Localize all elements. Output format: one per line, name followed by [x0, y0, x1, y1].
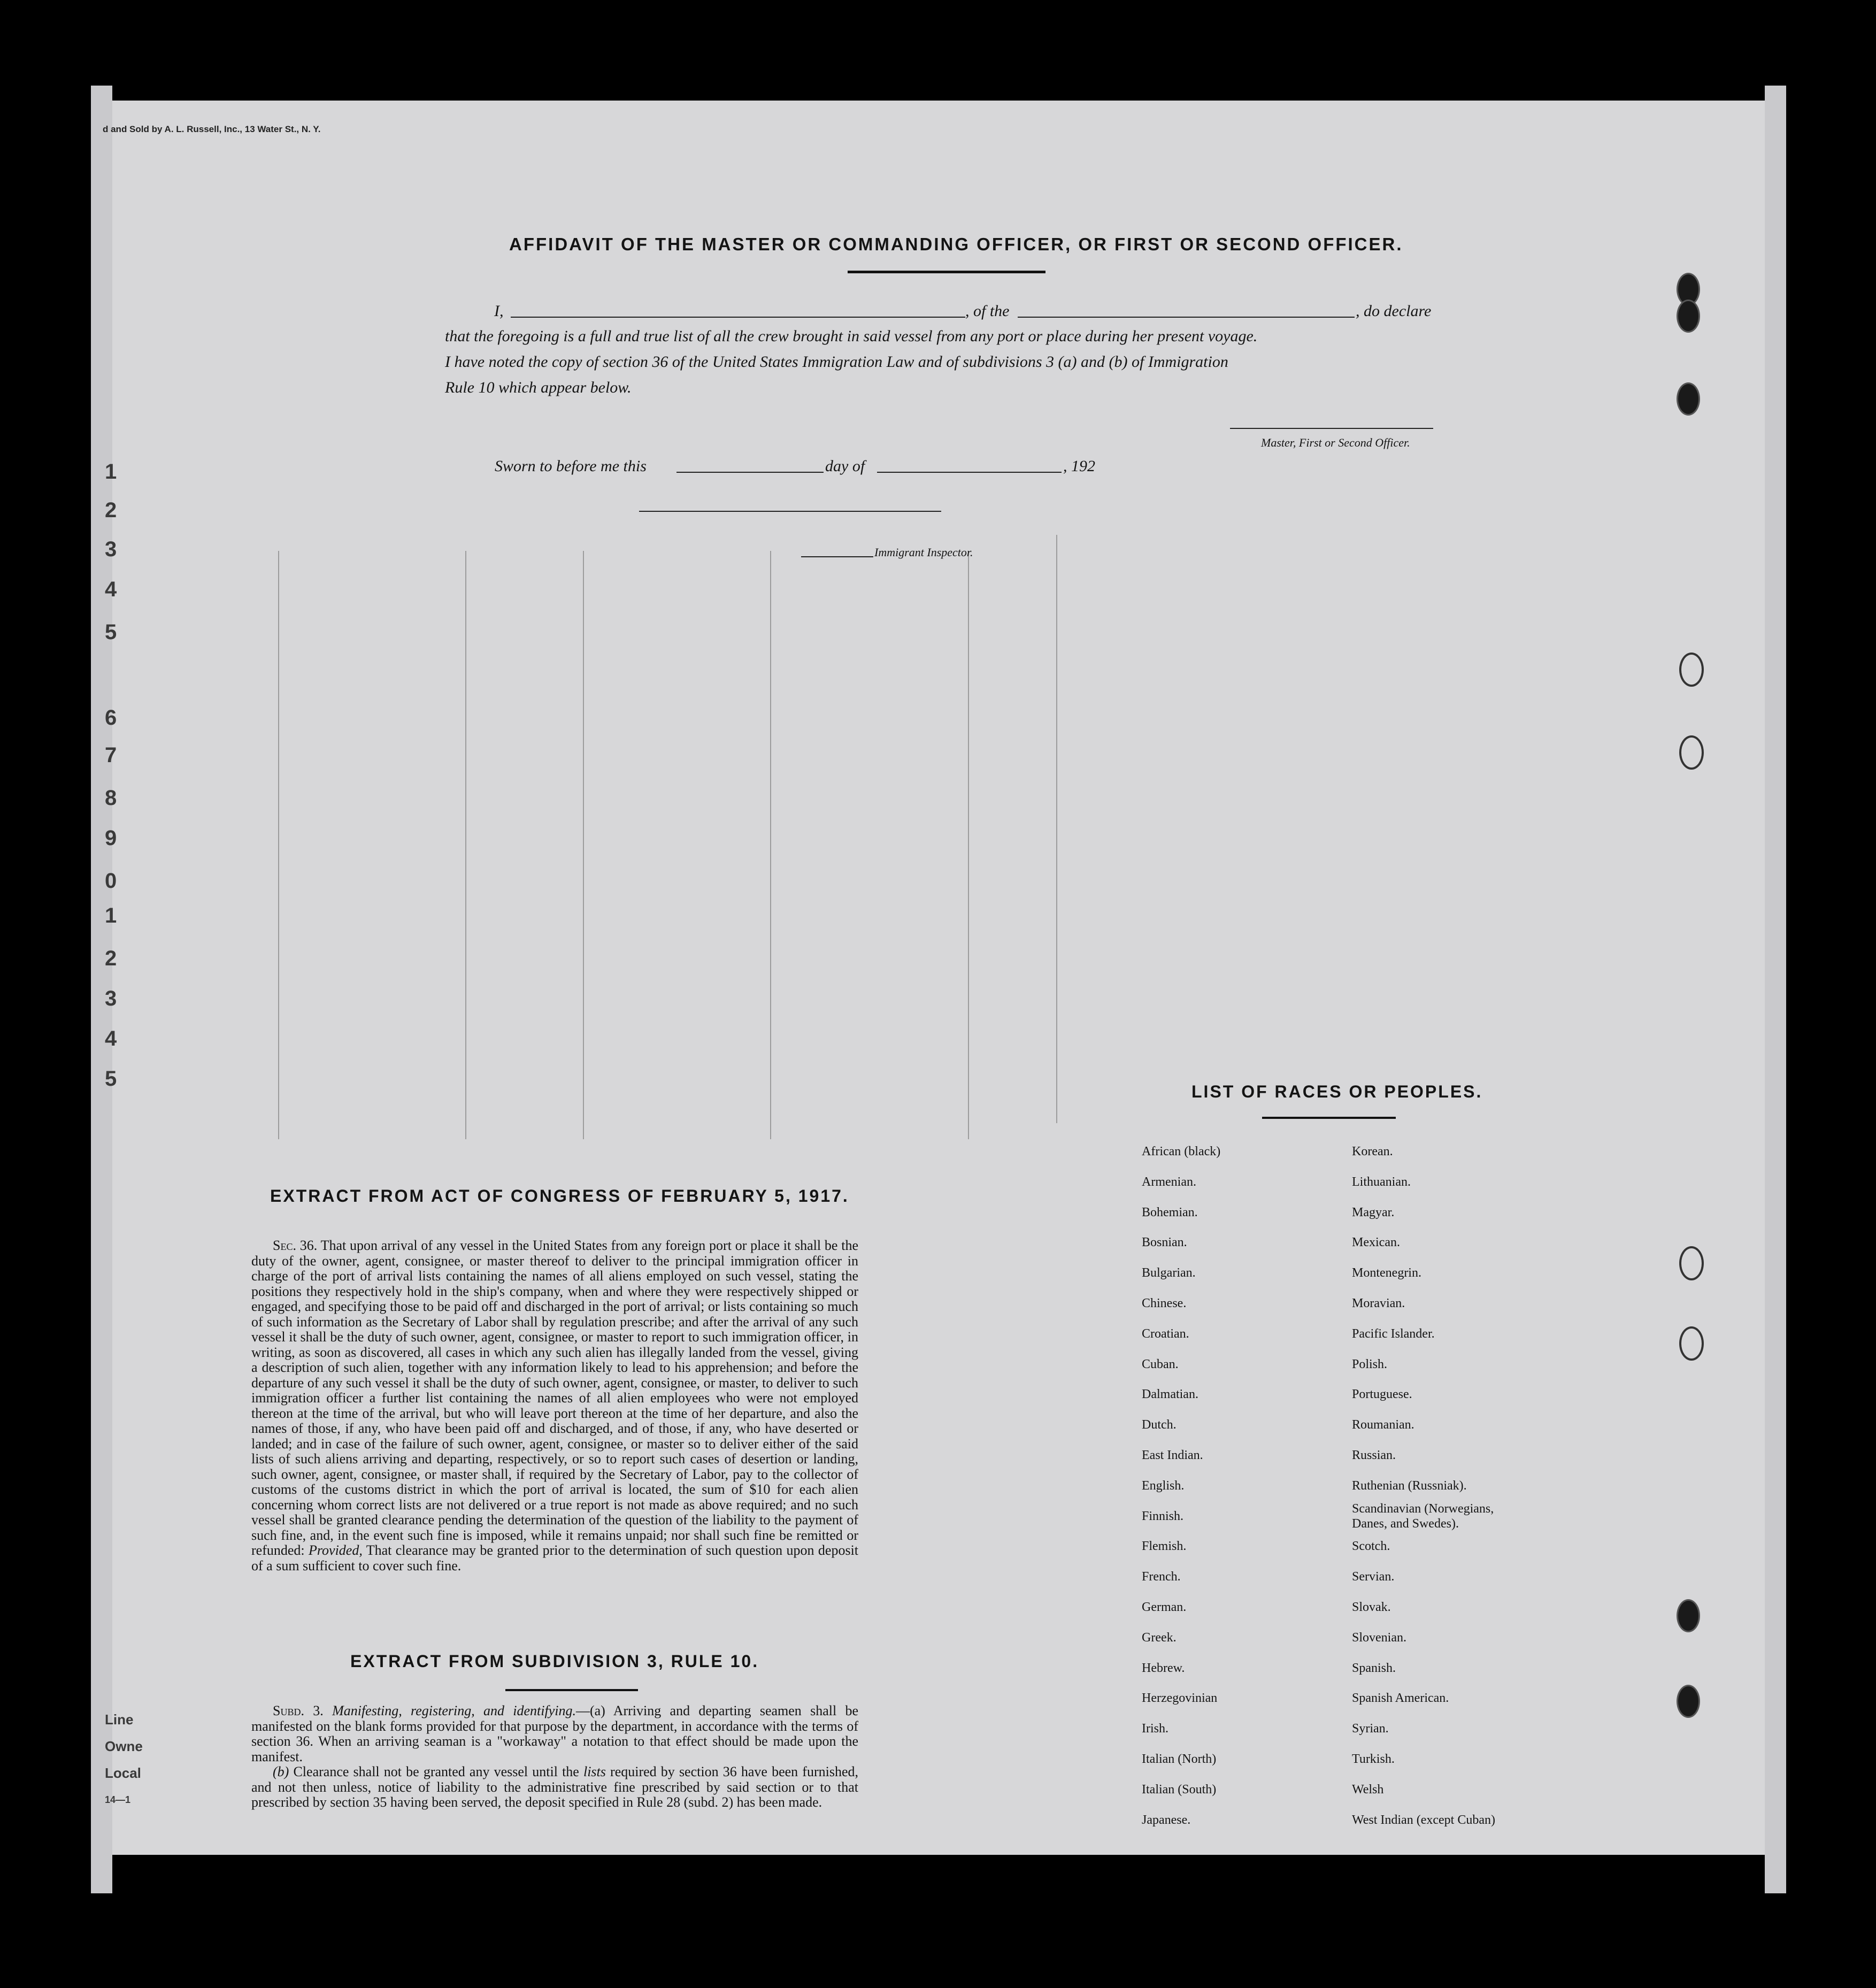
race-entry: Slovenian.	[1352, 1630, 1406, 1645]
race-entry: Roumanian.	[1352, 1418, 1414, 1432]
race-entry: Japanese.	[1142, 1813, 1191, 1827]
race-entry: Turkish.	[1352, 1752, 1395, 1766]
margin-label: Line	[105, 1711, 134, 1728]
race-entry: Herzegovinian	[1142, 1691, 1218, 1706]
race-entry: Greek.	[1142, 1630, 1177, 1645]
vessel-name-blank[interactable]	[1018, 317, 1355, 318]
section-label: Sec. 36.	[273, 1238, 318, 1253]
section-36-text	[251, 1238, 858, 1573]
binder-hole	[1679, 1246, 1704, 1280]
margin-number: 5	[105, 1067, 117, 1091]
para-b-1: Clearance shall not be granted any vessel until the	[293, 1764, 579, 1779]
subd-heading: Manifesting, registering, and identifying.	[332, 1703, 576, 1718]
right-page-edge	[1765, 86, 1786, 1893]
race-entry: Russian.	[1352, 1448, 1396, 1462]
race-entry: Portuguese.	[1352, 1387, 1412, 1402]
margin-number: 4	[105, 1027, 117, 1050]
race-entry: Irish.	[1142, 1722, 1168, 1736]
race-entry: Ruthenian (Russniak).	[1352, 1478, 1467, 1493]
inspector-caption: Immigrant Inspector.	[874, 546, 973, 559]
race-entry: Polish.	[1352, 1357, 1388, 1371]
margin-label: Owne	[105, 1738, 143, 1754]
sworn-year: , 192	[1063, 457, 1095, 475]
race-entry: Moravian.	[1352, 1296, 1405, 1310]
extract-act-title: EXTRACT FROM ACT OF CONGRESS OF FEBRUARY 5, 1917.	[270, 1186, 849, 1206]
race-entry: Servian.	[1352, 1570, 1395, 1584]
margin-number: 4	[105, 578, 117, 601]
race-entry: Dalmatian.	[1142, 1387, 1198, 1402]
ghost-column-rule	[1056, 535, 1057, 1123]
race-entry: Bosnian.	[1142, 1235, 1187, 1250]
binder-hole	[1677, 300, 1700, 333]
para-b-lists: lists	[583, 1764, 606, 1779]
race-entry: Italian (South)	[1142, 1782, 1217, 1797]
race-entry: Italian (North)	[1142, 1752, 1217, 1766]
sworn-month-blank[interactable]	[877, 472, 1062, 473]
ghost-column-rule	[278, 551, 279, 1139]
race-entry: English.	[1142, 1478, 1185, 1493]
races-left-column	[1142, 1137, 1220, 1835]
races-title-underline	[1262, 1117, 1396, 1119]
affidavit-line2: that the foregoing is a full and true list of all the crew brought in said vessel from any port or place during her present voyage.	[445, 327, 1258, 345]
margin-number: 3	[105, 987, 117, 1010]
margin-number: 2	[105, 947, 117, 970]
race-entry: Slovak.	[1352, 1600, 1391, 1614]
margin-label: Local	[105, 1765, 141, 1781]
race-entry: French.	[1142, 1570, 1181, 1584]
race-entry: Syrian.	[1352, 1722, 1389, 1736]
margin-number: 7	[105, 743, 117, 767]
margin-number: 6	[105, 706, 117, 730]
binder-hole	[1677, 1599, 1700, 1632]
race-entry: German.	[1142, 1600, 1187, 1614]
race-entry: Mexican.	[1352, 1235, 1400, 1250]
race-entry: Bulgarian.	[1142, 1266, 1196, 1280]
ghost-column-rule	[583, 551, 584, 1139]
race-entry: Lithuanian.	[1352, 1175, 1411, 1189]
subd-label: Subd. 3.	[273, 1703, 324, 1718]
binder-hole	[1679, 735, 1704, 770]
para-b-label: (b)	[273, 1764, 289, 1779]
race-entry: Bohemian.	[1142, 1205, 1198, 1219]
inspector-name-blank[interactable]	[801, 556, 873, 557]
extract-rule-title: EXTRACT FROM SUBDIVISION 3, RULE 10.	[350, 1652, 759, 1671]
inspector-signature-line[interactable]	[639, 511, 941, 512]
para-b-2: required by section 36 have been furnished, and not then unless, notice of liability to the administrative fine prescribed by said section or to that prescribed by section 35 having been served, the deposit specified in Rule 28 (subd. 2) has been made.	[251, 1764, 858, 1810]
rule-title-underline	[505, 1689, 638, 1691]
binder-hole	[1677, 1685, 1700, 1718]
race-entry: Croatian.	[1142, 1326, 1189, 1341]
subd-para-a: —(a) Arriving and departing seamen shall be manifested on the blank forms provided for that purpose by the department, in accordance with the terms of section 36. When an arriving seaman is a "workaway" a notation to that effect should be made upon the manifest.	[251, 1703, 859, 1764]
provided-word: Provided,	[309, 1542, 363, 1558]
race-entry: Finnish.	[1142, 1509, 1184, 1523]
race-entry: Korean.	[1352, 1145, 1393, 1158]
publisher-line: d and Sold by A. L. Russell, Inc., 13 Water St., N. Y.	[103, 124, 321, 134]
section-36-body: That upon arrival of any vessel in the United States from any foreign port or place it shall be the duty of the owner, agent, consignee, or master thereof to deliver to the principal immigration officer in charge of the port of arrival lists containing the names of all aliens employed on such vessel, stating the positions they respectively hold in the ship's company, when and where they were respectively shipped or engaged, and specifying those to be paid off and discharged in the port of arrival; or lists containing so much of such information as the Secretary of Labor shall by regulation prescribe; and after the arrival of any such vessel it shall be the duty of such owner, agent, consignee, or master to report to such immigration officer, in writing, as soon as discovered, all cases in which any such alien has illegally landed from the vessel, giving a description of such alien, together with any information likely to lead to his apprehension; and before the departure of any such vessel it shall be the duty of such owner, agent, consignee, or master, to deliver to such immigration officer a further list containing the names of all alien employees who were not employed thereon at the time of the arrival, but who will leave port thereon at the time of her departure, and also the names of those, if any, who have been paid off and discharged, and of those, if any, who have deserted or landed; and in case of the failure of such owner, agent, consignee, or master so to deliver either of the said lists of such aliens arriving and departing, respectively, or so to report such cases of desertion or landing, such owner, agent, consignee, or master shall, if required by the Secretary of Labor, pay to the collector of customs of the customs district in which the port of arrival is located, the sum of $10 for each alien concerning whom correct lists are not delivered or a true report is not made as above required; and no such vessel shall be granted clearance pending the determination of the question of the liability to the payment of such fine, and, in the event such fine is imposed, while it remains unpaid; nor shall such fine be remitted or refunded:	[251, 1238, 859, 1558]
race-entry: African (black)	[1142, 1145, 1221, 1158]
race-entry: Scotch.	[1352, 1539, 1390, 1554]
race-entry: Scandinavian (Norwegians, Danes, and Swedes).	[1352, 1501, 1494, 1531]
race-entry: Hebrew.	[1142, 1661, 1185, 1675]
title-underline	[848, 271, 1045, 273]
margin-number: 1	[105, 904, 117, 927]
signature-caption: Master, First or Second Officer.	[1261, 436, 1410, 449]
margin-number: 2	[105, 498, 117, 522]
binder-hole	[1679, 1326, 1704, 1361]
affidavit-declare: , do declare	[1356, 302, 1432, 320]
sworn-text: Sworn to before me this	[495, 457, 647, 475]
races-title: LIST OF RACES OR PEOPLES.	[1191, 1082, 1483, 1101]
sworn-day-blank[interactable]	[676, 472, 824, 473]
race-entry: Spanish.	[1352, 1661, 1396, 1675]
declarant-name-blank[interactable]	[511, 317, 965, 318]
race-entry: West Indian (except Cuban)	[1352, 1813, 1495, 1827]
race-entry: East Indian.	[1142, 1448, 1203, 1462]
race-entry: Montenegrin.	[1352, 1266, 1421, 1280]
section-36-end: That clearance may be granted prior to the determination of such question upon deposit of a sum sufficient to cover such fine.	[251, 1542, 859, 1573]
sworn-day-of: day of	[825, 457, 865, 475]
affidavit-line3: I have noted the copy of section 36 of the United States Immigration Law and of subdivisions 3 (a) and (b) of Immigration	[445, 353, 1228, 371]
affidavit-title: AFFIDAVIT OF THE MASTER OR COMMANDING OFFICER, OR FIRST OR SECOND OFFICER.	[509, 234, 1403, 254]
race-entry: Pacific Islander.	[1352, 1326, 1435, 1341]
race-entry: Welsh	[1352, 1782, 1384, 1797]
race-entry: Flemish.	[1142, 1539, 1187, 1554]
margin-label: 14—1	[105, 1794, 131, 1805]
ghost-column-rule	[770, 551, 771, 1139]
race-entry: Cuban.	[1142, 1357, 1179, 1371]
affidavit-i: I,	[494, 302, 504, 320]
signature-line[interactable]	[1230, 428, 1433, 429]
rule-10-text	[251, 1703, 858, 1810]
affidavit-line4: Rule 10 which appear below.	[445, 379, 632, 396]
race-entry: Spanish American.	[1352, 1691, 1449, 1706]
ghost-column-rule	[465, 551, 466, 1139]
margin-number: 3	[105, 538, 117, 561]
race-entry: Chinese.	[1142, 1296, 1187, 1310]
race-entry: Magyar.	[1352, 1205, 1395, 1219]
binder-hole	[1679, 653, 1704, 687]
margin-number: 9	[105, 826, 117, 850]
race-entry: Dutch.	[1142, 1418, 1177, 1432]
margin-number: 1	[105, 460, 117, 483]
margin-number: 5	[105, 620, 117, 644]
ghost-column-rule	[968, 551, 969, 1139]
binder-hole	[1677, 382, 1700, 416]
race-entry: Armenian.	[1142, 1175, 1196, 1189]
affidavit-of-the: , of the	[965, 302, 1010, 320]
margin-number: 8	[105, 786, 117, 810]
races-right-column	[1352, 1137, 1528, 1835]
margin-number: 0	[105, 869, 117, 893]
